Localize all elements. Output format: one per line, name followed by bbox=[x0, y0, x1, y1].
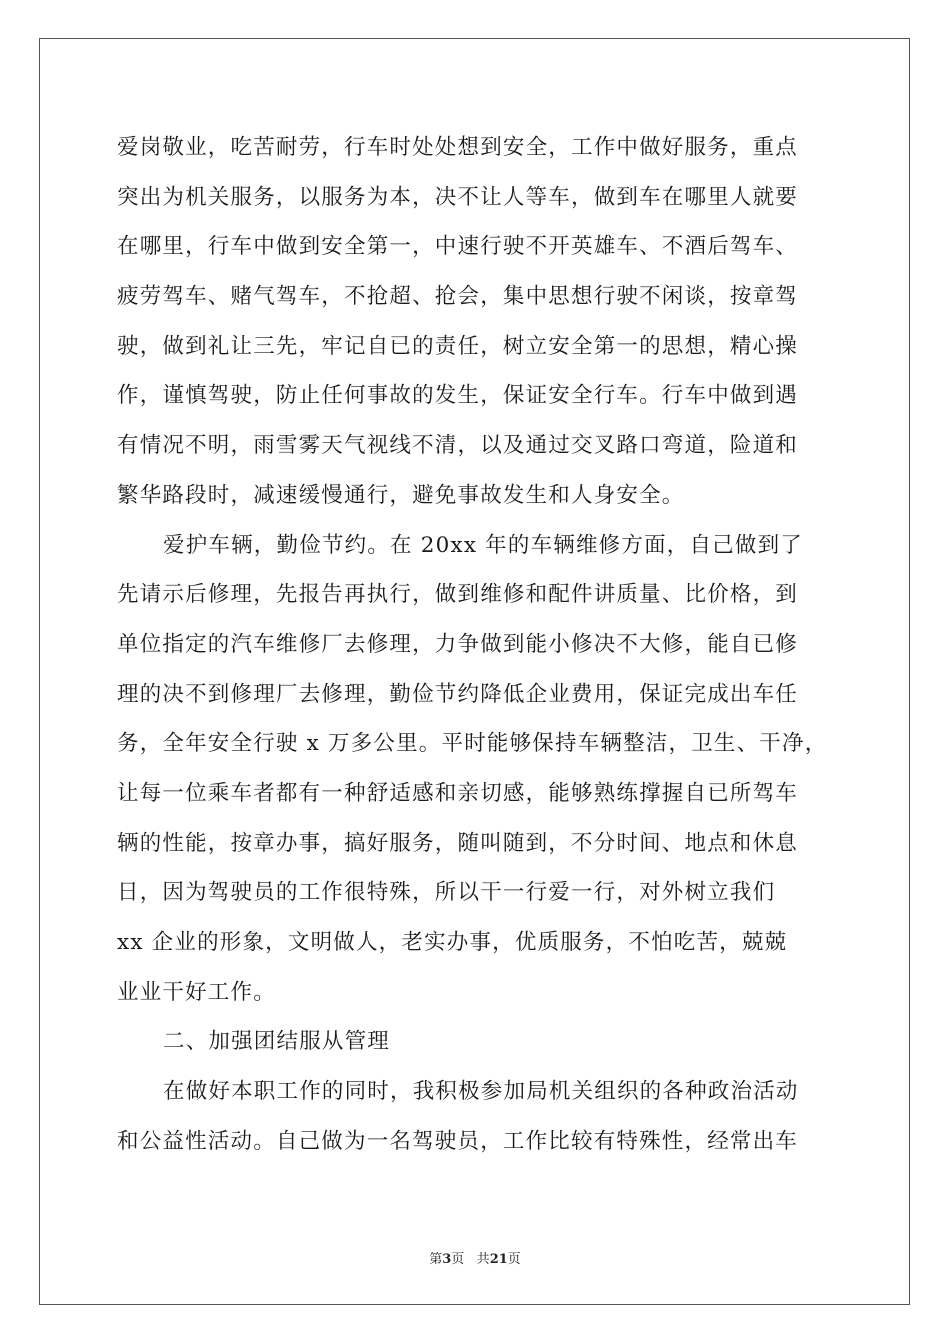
page-footer bbox=[0, 1248, 950, 1267]
text-line-2: 突出为机关服务，以服务为本，决不让人等车，做到车在哪里人就要 bbox=[117, 184, 799, 210]
text-line-16: 日，因为驾驶员的工作很特殊，所以干一行爱一行，对外树立我们 bbox=[117, 880, 776, 906]
text-line-8: 繁华路段时，减速缓慢通行，避免事故发生和人身安全。 bbox=[117, 482, 685, 508]
text-line-10: 先请示后修理，先报告再执行，做到维修和配件讲质量、比价格，到 bbox=[117, 582, 799, 608]
text-line-12: 理的决不到修理厂去修理，勤俭节约降低企业费用，保证完成出车任 bbox=[117, 681, 799, 707]
section-heading: 二、加强团结服从管理 bbox=[163, 1029, 391, 1055]
text-line-1: 爱岗敬业，吃苦耐劳，行车时处处想到安全，工作中做好服务，重点 bbox=[117, 135, 799, 160]
document-body bbox=[117, 123, 837, 1166]
total-pages: 21 bbox=[489, 1252, 508, 1267]
text-line-4: 疲劳驾车、赌气驾车，不抢超、抢会，集中思想行驶不闲谈，按章驾 bbox=[117, 284, 799, 310]
total-prefix: 共 bbox=[476, 1252, 490, 1267]
text-line-3: 在哪里，行车中做到安全第一，中速行驶不开英雄车、不酒后驾车、 bbox=[117, 234, 799, 260]
text-line-18: 业业干好工作。 bbox=[117, 979, 276, 1005]
text-line-14: 让每一位乘车者都有一种舒适感和亲切感，能够熟练撑握自已所驾车 bbox=[117, 780, 799, 806]
text-line-11: 单位指定的汽车维修厂去修理，力争做到能小修决不大修，能自已修 bbox=[117, 631, 799, 657]
text-line-13: 务，全年安全行驶 x 万多公里。平时能够保持车辆整洁，卫生、干净， bbox=[117, 731, 828, 757]
page-number: 3 bbox=[442, 1252, 452, 1267]
paragraph-start-line: 爱护车辆，勤俭节约。在 20xx 年的车辆维修方面，自己做到了 bbox=[163, 532, 803, 558]
page-prefix: 第 bbox=[429, 1252, 443, 1267]
text-line-15: 辆的性能，按章办事，搞好服务，随叫随到，不分时间、地点和休息 bbox=[117, 830, 799, 856]
text-line-17: xx 企业的形象，文明做人，老实办事，优质服务，不怕吃苦，兢兢 bbox=[117, 930, 788, 955]
text-line-7: 有情况不明，雨雪雾天气视线不清，以及通过交叉路口弯道，险道和 bbox=[117, 433, 799, 459]
page-suffix: 页 bbox=[451, 1252, 465, 1267]
paragraph-start-line: 在做好本职工作的同时，我积极参加局机关组织的各种政治活动 bbox=[163, 1079, 799, 1105]
text-line-5: 驶，做到礼让三先，牢记自已的责任，树立安全第一的思想，精心操 bbox=[117, 333, 799, 359]
text-line-21: 和公益性活动。自己做为一名驾驶员，工作比较有特殊性，经常出车 bbox=[117, 1128, 799, 1154]
total-suffix: 页 bbox=[507, 1252, 521, 1267]
text-line-6: 作，谨慎驾驶，防止任何事故的发生，保证安全行车。行车中做到遇 bbox=[117, 383, 799, 409]
